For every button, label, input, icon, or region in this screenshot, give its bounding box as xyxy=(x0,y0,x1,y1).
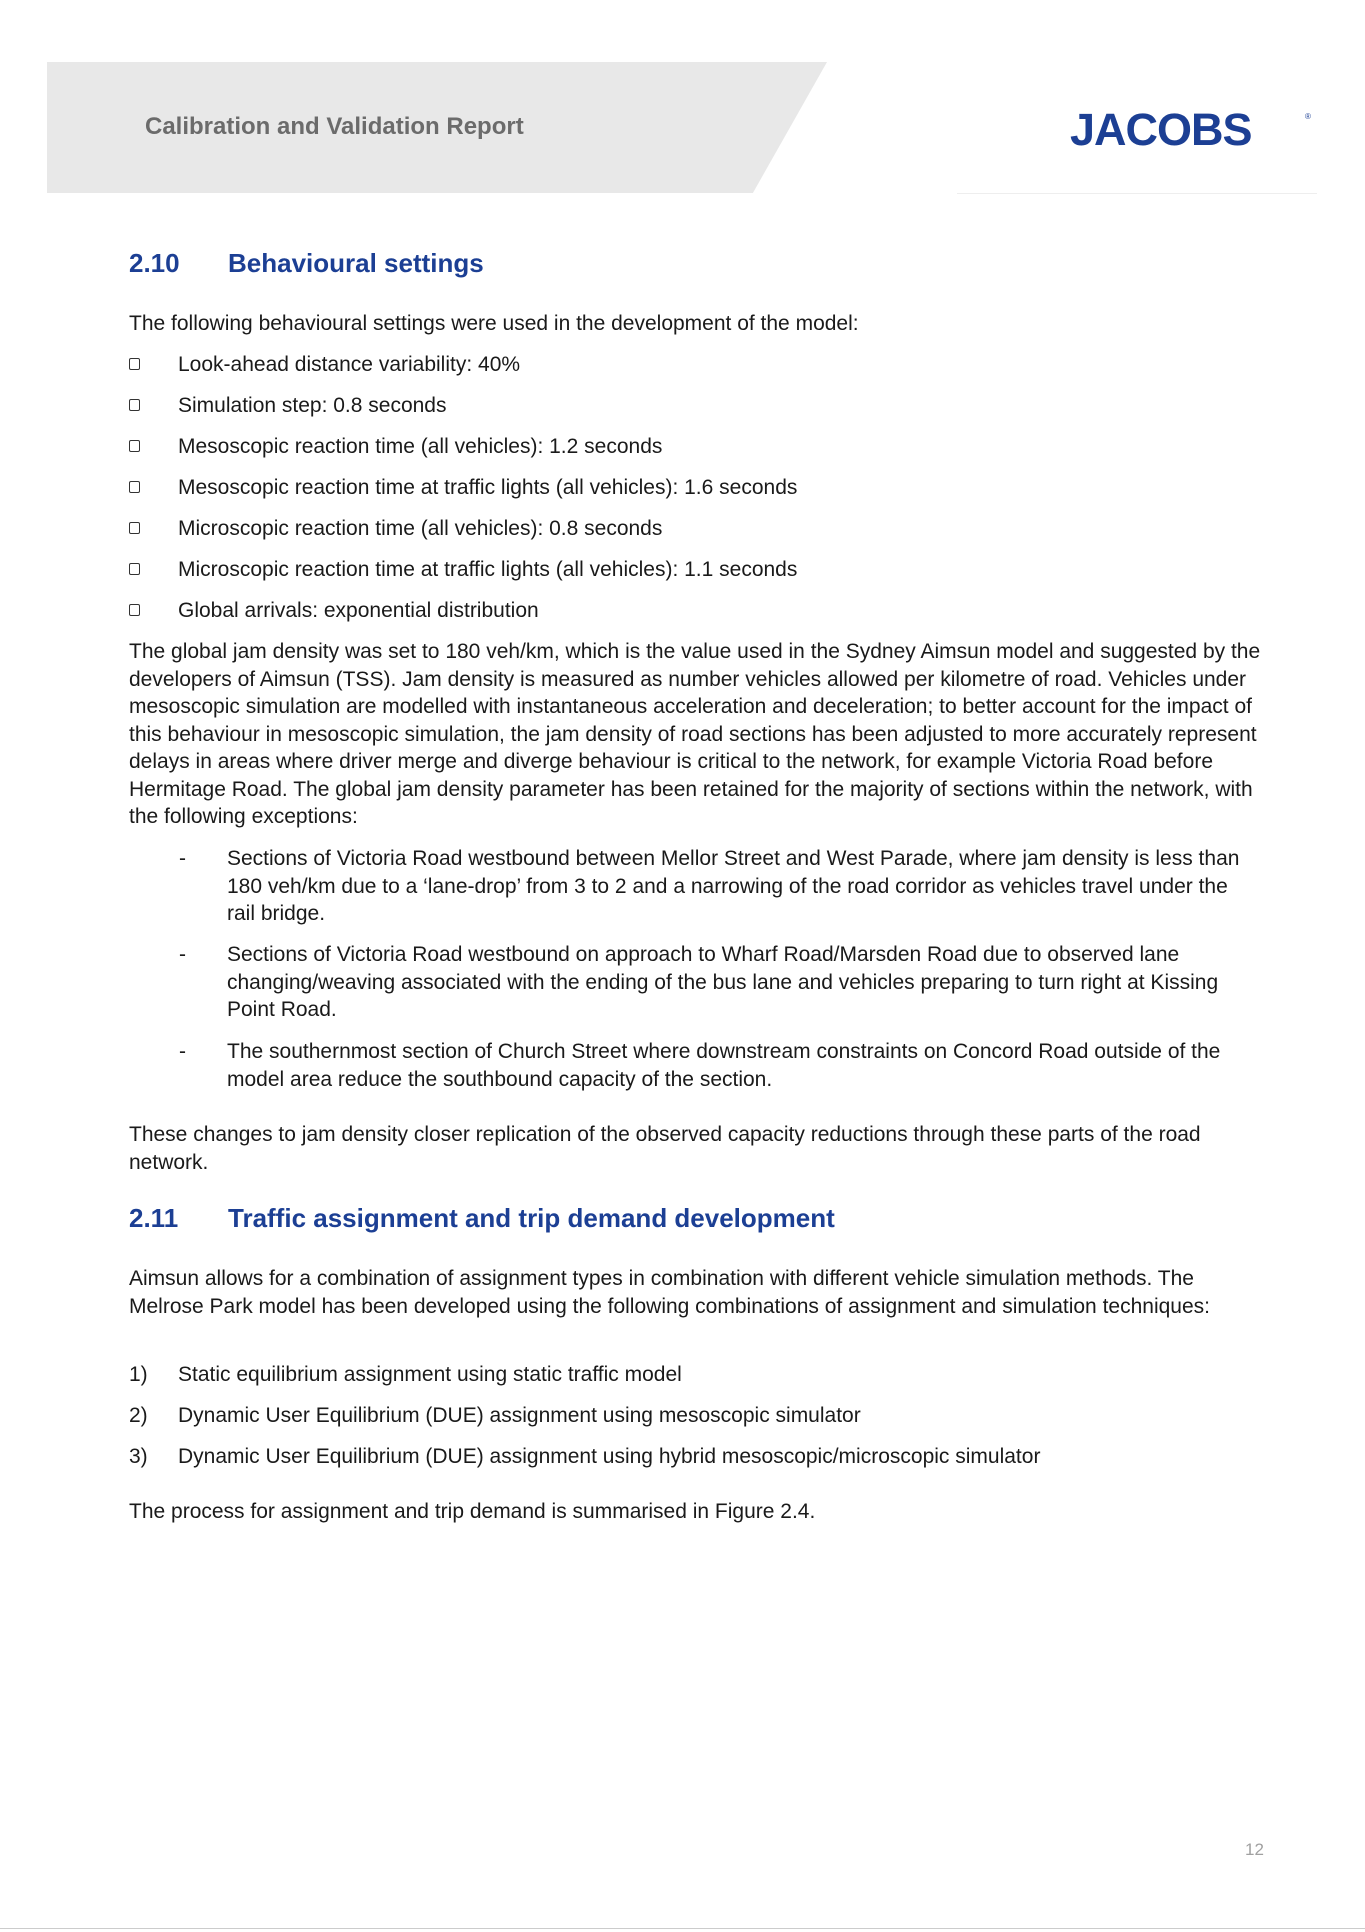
closing-paragraph: These changes to jam density closer replication of the observed capacity reductions through these parts of the road network. xyxy=(129,1123,1201,1174)
dash-bullet: - xyxy=(179,943,186,966)
dash-bullet: - xyxy=(179,1040,186,1063)
assignment-intro-paragraph: Aimsun allows for a combination of assignment types in combination with different vehicle simulation methods. The Melrose Park model has been developed using the following combinations of assignment and simulation techniques: xyxy=(129,1267,1210,1318)
section-heading-2-11 xyxy=(129,1205,835,1233)
page-bottom-rule xyxy=(0,1928,1365,1929)
section-number: 2.11 xyxy=(129,1203,179,1233)
intro-paragraph: The following behavioural settings were used in the development of the model: xyxy=(129,312,859,335)
report-title: Calibration and Validation Report xyxy=(145,113,524,140)
page-number: 12 xyxy=(1245,1840,1264,1859)
figure-reference-paragraph: The process for assignment and trip demand is summarised in Figure 2.4. xyxy=(129,1500,816,1523)
section-title: Behavioural settings xyxy=(228,248,484,278)
checkbox-bullet-icon xyxy=(129,604,140,616)
checkbox-bullet-icon xyxy=(129,358,140,370)
section-title: Traffic assignment and trip demand development xyxy=(228,1203,835,1233)
registered-mark: ® xyxy=(1305,112,1311,121)
header-rule xyxy=(957,193,1317,194)
section-heading-2-10 xyxy=(129,250,484,278)
dash-bullet: - xyxy=(179,847,186,870)
section-number: 2.10 xyxy=(129,248,180,278)
jacobs-logo: JACOBS xyxy=(1070,104,1252,155)
checkbox-bullet-icon xyxy=(129,522,140,534)
checkbox-bullet-icon xyxy=(129,563,140,575)
jam-density-paragraph: The global jam density was set to 180 veh/km, which is the value used in the Sydney Aimsun model and suggested by the developers of Aimsun (TSS). Jam density is measured as number vehicles allowed per kilometre of road. Vehicles under mesoscopic simulation are modelled with instantaneous acceleration and deceleration; to better account for the impact of this behaviour in mesoscopic simulation, the jam density of road sections has been adjusted to more accurately represent delays in areas where driver merge and diverge behaviour is critical to the network, for example Victoria Road before Hermitage Road. The global jam density parameter has been retained for the majority of sections within the network, with the following exceptions: xyxy=(129,640,1261,828)
checkbox-bullet-icon xyxy=(129,481,140,493)
checkbox-bullet-icon xyxy=(129,399,140,411)
checkbox-bullet-icon xyxy=(129,440,140,452)
